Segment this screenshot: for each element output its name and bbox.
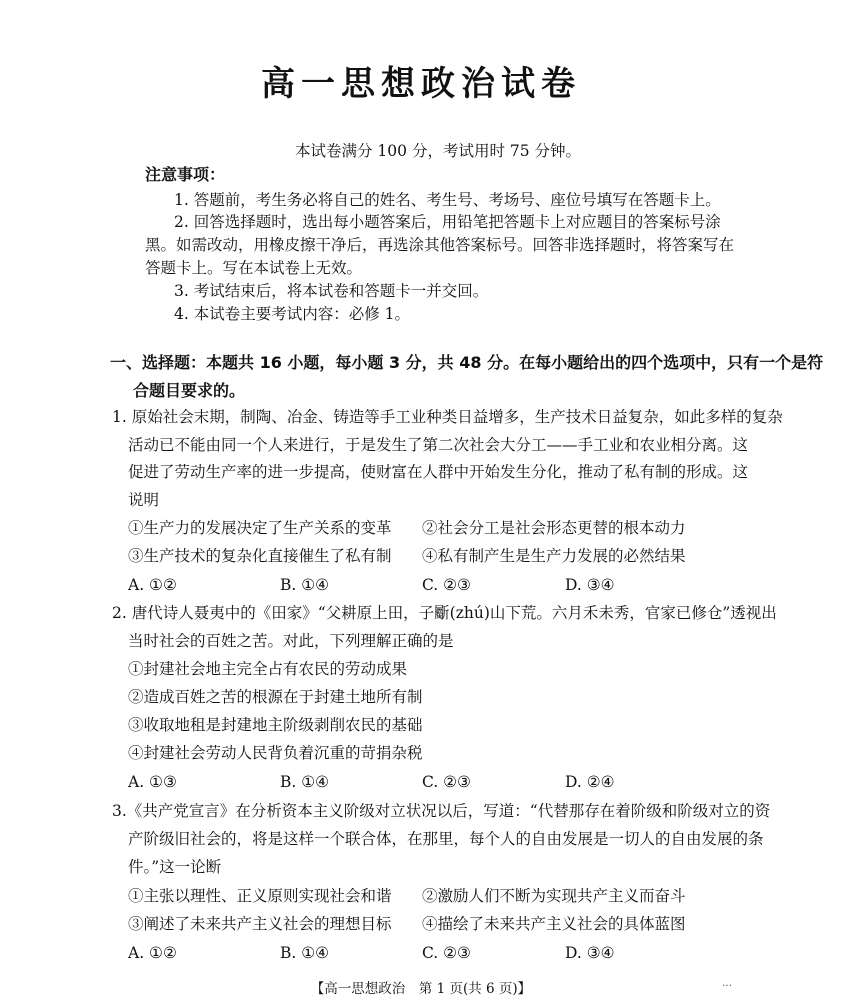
option-d: D. ②④ bbox=[565, 773, 615, 791]
statement: ④封建社会劳动人民背负着沉重的苛捐杂税 bbox=[128, 744, 423, 762]
option-c: C. ②③ bbox=[422, 576, 471, 594]
option-d: D. ③④ bbox=[565, 576, 615, 594]
option-d: D. ③④ bbox=[565, 944, 615, 962]
option-c: C. ②③ bbox=[422, 773, 471, 791]
statement: ④描绘了未来共产主义社会的具体蓝图 bbox=[422, 915, 686, 933]
page-title: 高一思想政治试卷 bbox=[261, 64, 581, 104]
note-line: 4. 本试卷主要考试内容：必修 1。 bbox=[174, 305, 411, 323]
question-stem-line: 2. 唐代诗人聂夷中的《田家》“父耕原上田，子斸(zhú)山下荒。六月禾未秀，官家已修仓”透视出 bbox=[112, 604, 777, 622]
question-stem-line: 件。”这一论断 bbox=[128, 858, 222, 876]
statement: ③生产技术的复杂化直接催生了私有制 bbox=[128, 547, 392, 565]
question-stem-line: 1. 原始社会末期，制陶、冶金、铸造等手工业种类日益增多，生产技术日益复杂，如此多样的复杂 bbox=[112, 408, 783, 426]
statement: ①主张以理性、正义原则实现社会和谐 bbox=[128, 887, 392, 905]
page-footer: 【高一思想政治 第 1 页(共 6 页)】 bbox=[310, 981, 532, 997]
question-stem-line: 说明 bbox=[128, 491, 160, 509]
option-a: A. ①③ bbox=[128, 773, 177, 791]
note-line: 黑。如需改动，用橡皮擦干净后，再选涂其他答案标号。回答非选择题时，将答案写在 bbox=[145, 236, 735, 254]
option-b: B. ①④ bbox=[280, 944, 330, 962]
option-b: B. ①④ bbox=[280, 773, 330, 791]
statement: ①封建社会地主完全占有农民的劳动成果 bbox=[128, 660, 408, 678]
question-stem-line: 3.《共产党宣言》在分析资本主义阶级对立状况以后，写道：“代替那存在着阶级和阶级对立的资 bbox=[112, 802, 771, 820]
statement: ③阐述了未来共产主义社会的理想目标 bbox=[128, 915, 392, 933]
note-line: 2. 回答选择题时，选出每小题答案后，用铅笔把答题卡上对应题目的答案标号涂 bbox=[174, 213, 721, 231]
corner-mark: … bbox=[722, 978, 732, 989]
statement: ②激励人们不断为实现共产主义而奋斗 bbox=[422, 887, 686, 905]
notes-heading: 注意事项： bbox=[145, 165, 226, 184]
statement: ①生产力的发展决定了生产关系的变革 bbox=[128, 519, 392, 537]
question-stem-line: 产阶级旧社会的，将是这样一个联合体，在那里，每个人的自由发展是一切人的自由发展的条 bbox=[128, 830, 764, 848]
option-a: A. ①② bbox=[128, 944, 177, 962]
exam-info: 本试卷满分 100 分，考试用时 75 分钟。 bbox=[295, 142, 582, 160]
statement: ③收取地租是封建地主阶级剥削农民的基础 bbox=[128, 716, 423, 734]
note-line: 答题卡上。写在本试卷上无效。 bbox=[145, 259, 363, 277]
option-c: C. ②③ bbox=[422, 944, 471, 962]
option-b: B. ①④ bbox=[280, 576, 330, 594]
question-stem-line: 当时社会的百姓之苦。对此，下列理解正确的是 bbox=[128, 632, 454, 650]
note-line: 1. 答题前，考生务必将自己的姓名、考生号、考场号、座位号填写在答题卡上。 bbox=[174, 191, 721, 209]
option-a: A. ①② bbox=[128, 576, 177, 594]
note-line: 3. 考试结束后，将本试卷和答题卡一并交回。 bbox=[174, 282, 489, 300]
statement: ②社会分工是社会形态更替的根本动力 bbox=[422, 519, 686, 537]
question-stem-line: 活动已不能由同一个人来进行，于是发生了第二次社会大分工——手工业和农业相分离。这 bbox=[128, 436, 749, 454]
statement: ②造成百姓之苦的根源在于封建土地所有制 bbox=[128, 688, 423, 706]
question-stem-line: 促进了劳动生产率的进一步提高，使财富在人群中开始发生分化，推动了私有制的形成。这 bbox=[128, 463, 749, 481]
statement: ④私有制产生是生产力发展的必然结果 bbox=[422, 547, 686, 565]
section-heading-cont: 合题目要求的。 bbox=[133, 381, 246, 400]
section-heading: 一、选择题：本题共 16 小题，每小题 3 分，共 48 分。在每小题给出的四个选项中，只有一个是符 bbox=[110, 353, 824, 372]
